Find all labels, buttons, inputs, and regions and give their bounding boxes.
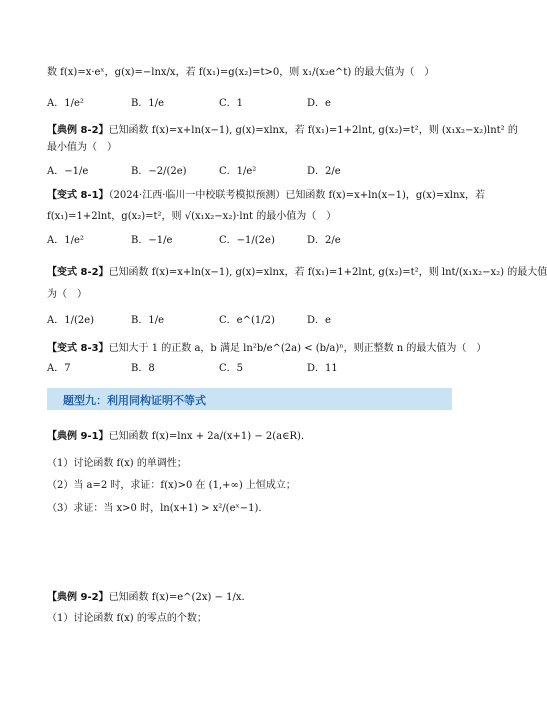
- variant-8-3-option-b: B．8: [131, 363, 155, 374]
- variant-8-2-stem-cont: 为（ ）: [47, 289, 87, 300]
- example-9-2-stem: 【典例 9-2】已知函数 f(x)=e^(2x) − 1/x．: [47, 592, 252, 603]
- example-8-2-stem: 【典例 8-2】已知函数 f(x)=x+ln(x−1), g(x)=xlnx，若 f(x₁)=1+2lnt, g(x₂)=t²，则 (x₁x₂−x₂)lnt² 的: [47, 125, 518, 136]
- problem-label: 【典例 8-2】: [47, 125, 109, 136]
- variant-8-1-stem-cont: f(x₁)=1+2lnt，g(x₂)=t²，则 √(x₁x₂−x₂)·lnt 的最小值为（ ）: [47, 211, 337, 222]
- variant-8-1-stem: 【变式 8-1】（2024·江西·临川一中校联考模拟预测）已知函数 f(x)=x+ln(x−1)，g(x)=xlnx，若: [47, 190, 486, 201]
- example-9-2-question-1: （1）讨论函数 f(x) 的零点的个数；: [47, 613, 207, 624]
- example-8-2-option-b: B．−2/(2e): [131, 166, 187, 177]
- section-title: 题型九：利用同构证明不等式: [63, 394, 206, 407]
- variant-8-2-stem: 【变式 8-2】已知函数 f(x)=x+ln(x−1), g(x)=xlnx，若 f(x₁)=1+2lnt, g(x₂)=t²，则 lnt/(x₁x₂−x₂) 的最大值: [47, 267, 547, 278]
- variant-8-3-option-a: A．7: [47, 363, 71, 374]
- problem-1-option-c: C．1: [219, 98, 244, 109]
- variant-8-2-option-d: D．e: [307, 315, 331, 326]
- example-8-2-option-d: D．2/e: [307, 166, 341, 177]
- example-9-1-question-3: （3）求证：当 x>0 时，ln(x+1) > x²/(eˣ−1)．: [47, 503, 269, 514]
- section-banner: [47, 388, 452, 410]
- variant-8-3-stem: 【变式 8-3】已知大于 1 的正数 a，b 满足 ln²b/e^(2a) < (b/a)ⁿ，则正整数 n 的最大值为（ ）: [47, 343, 487, 354]
- problem-label: 【变式 8-2】: [47, 267, 109, 278]
- variant-8-1-option-a: A．1/e²: [47, 235, 84, 246]
- variant-8-3-option-d: D．11: [307, 363, 338, 374]
- problem-1-option-a: A．1/e²: [47, 98, 84, 109]
- variant-8-1-option-c: C．−1/(2e): [219, 235, 275, 246]
- problem-1-option-d: D．e: [307, 98, 331, 109]
- example-9-1-question-2: （2）当 a=2 时，求证：f(x)>0 在 (1,+∞) 上恒成立；: [47, 480, 296, 491]
- problem-1-stem: 数 f(x)=x·eˣ，g(x)=−lnx/x，若 f(x₁)=g(x₂)=t>0，则 x₁/(x₂e^t) 的最大值为（ ）: [47, 67, 435, 78]
- variant-8-1-option-d: D．2/e: [307, 235, 341, 246]
- variant-8-2-option-c: C．e^(1/2): [219, 315, 275, 326]
- problem-label: 【变式 8-3】: [47, 343, 109, 354]
- example-8-2-option-c: C．1/e²: [219, 166, 257, 177]
- problem-label: 【典例 9-1】: [47, 431, 109, 442]
- problem-label: 【变式 8-1】: [47, 190, 109, 201]
- problem-label: 【典例 9-2】: [47, 592, 109, 603]
- variant-8-1-option-b: B．−1/e: [131, 235, 173, 246]
- variant-8-2-option-b: B．1/e: [131, 315, 164, 326]
- variant-8-3-option-c: C．5: [219, 363, 244, 374]
- example-9-1-stem: 【典例 9-1】已知函数 f(x)=lnx + 2a/(x+1) − 2(a∈R)．: [47, 431, 311, 442]
- variant-8-2-option-a: A．1/(2e): [47, 315, 95, 326]
- example-8-2-stem-cont: 最小值为（ ）: [47, 142, 117, 153]
- example-9-1-question-1: （1）讨论函数 f(x) 的单调性；: [47, 458, 187, 469]
- example-8-2-option-a: A．−1/e: [47, 166, 89, 177]
- problem-1-option-b: B．1/e: [131, 98, 164, 109]
